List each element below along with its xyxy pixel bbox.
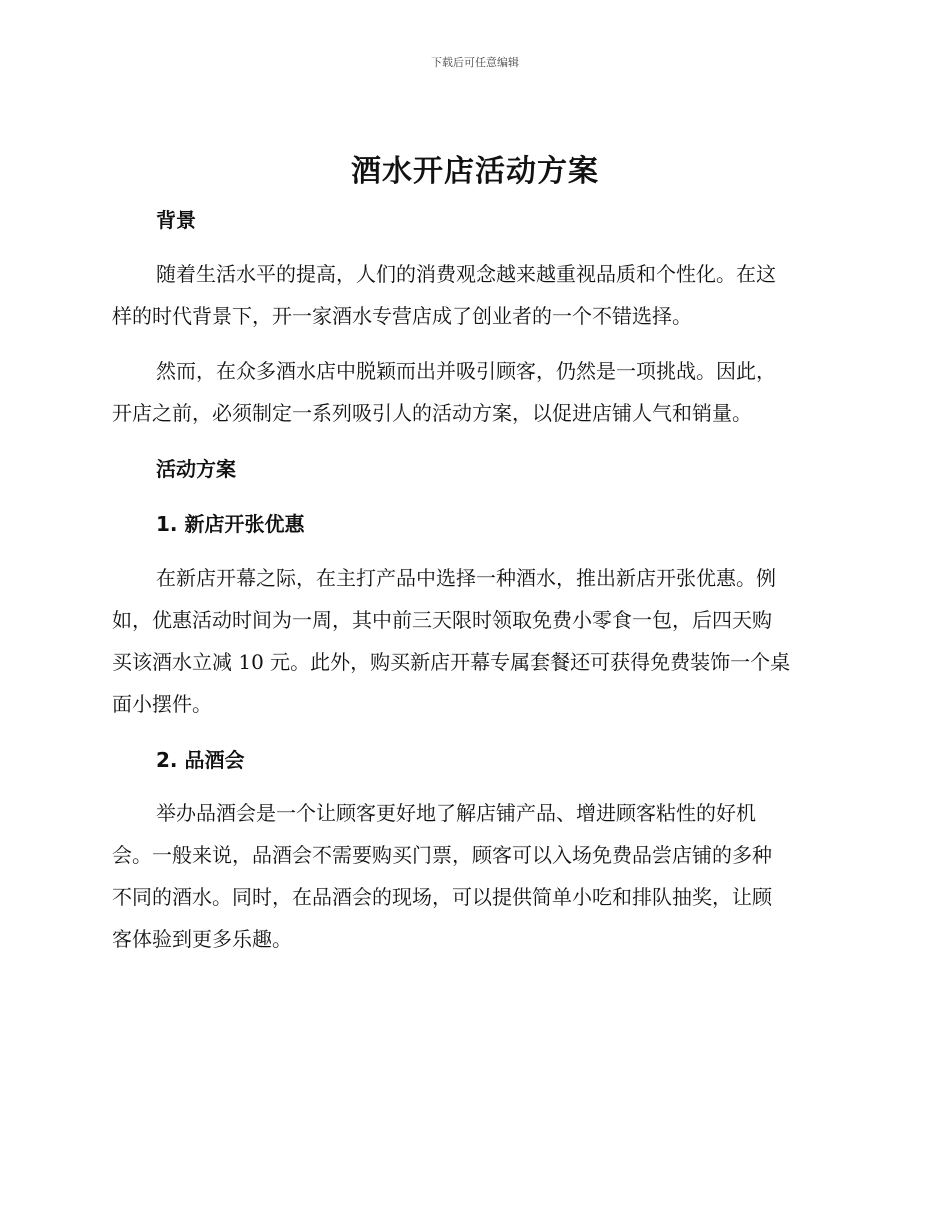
heading-activity-plan: 活动方案 bbox=[156, 457, 236, 481]
paragraph-line: 客体验到更多乐趣。 bbox=[112, 927, 292, 951]
paragraph-line: 举办品酒会是一个让顾客更好地了解店铺产品、增进顾客粘性的好机 bbox=[156, 801, 756, 825]
heading-item-2: 2. 品酒会 bbox=[156, 748, 245, 772]
paragraph-line: 会。一般来说，品酒会不需要购买门票，顾客可以入场免费品尝店铺的多种 bbox=[112, 843, 772, 867]
paragraph-background-1 bbox=[112, 253, 838, 337]
heading-background: 背景 bbox=[156, 208, 196, 232]
paragraph-line: 样的时代背景下，开一家酒水专营店成了创业者的一个不错选择。 bbox=[112, 304, 692, 328]
paragraph-line: 随着生活水平的提高，人们的消费观念越来越重视品质和个性化。在这 bbox=[156, 262, 776, 286]
paragraph-item-2 bbox=[112, 792, 838, 960]
document-title: 酒水开店活动方案 bbox=[351, 154, 599, 189]
heading-item-1: 1. 新店开张优惠 bbox=[156, 512, 305, 536]
paragraph-line: 不同的酒水。同时，在品酒会的现场，可以提供简单小吃和排队抽奖，让顾 bbox=[112, 885, 772, 909]
paragraph-line: 面小摆件。 bbox=[112, 692, 212, 716]
paragraph-line: 买该酒水立减 10 元。此外，购买新店开幕专属套餐还可获得免费装饰一个桌 bbox=[112, 650, 791, 674]
paragraph-background-2 bbox=[112, 350, 838, 434]
paragraph-line: 如，优惠活动时间为一周，其中前三天限时领取免费小零食一包，后四天购 bbox=[112, 608, 772, 632]
page-header-note: 下载后可任意编辑 bbox=[431, 56, 519, 69]
paragraph-line: 在新店开幕之际，在主打产品中选择一种酒水，推出新店开张优惠。例 bbox=[156, 566, 776, 590]
paragraph-line: 开店之前，必须制定一系列吸引人的活动方案，以促进店铺人气和销量。 bbox=[112, 401, 752, 425]
paragraph-line: 然而，在众多酒水店中脱颖而出并吸引顾客，仍然是一项挑战。因此， bbox=[156, 359, 776, 383]
paragraph-item-1 bbox=[112, 557, 838, 725]
